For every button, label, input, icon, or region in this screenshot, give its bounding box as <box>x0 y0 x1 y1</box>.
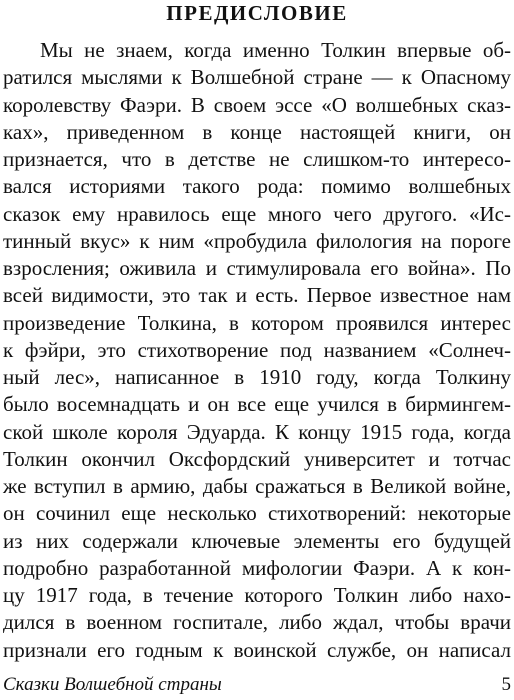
running-footer-title: Сказки Волшебной страны <box>3 674 222 695</box>
text-line: вался историями такого рода: помимо волшебных <box>3 174 511 199</box>
text-line: всей видимости, это так и есть. Первое известное нам <box>3 283 511 308</box>
text-line: Толкин окончил Оксфордский университет и тотчас <box>3 446 511 471</box>
text-line: королевству Фаэри. В своем эссе «О волшебных сказ- <box>3 92 511 117</box>
text-line: сказок ему нравилось еще много чего другого. «Ис- <box>3 201 511 226</box>
body-text <box>3 37 511 664</box>
page-number: 5 <box>501 674 511 695</box>
text-line: подробно разработанной мифологии Фаэри. А к кон- <box>3 555 511 580</box>
text-line: ках», приведенном в конце настоящей книги, он <box>3 119 511 144</box>
text-line: тинный вкус» к ним «пробудила филология на пороге <box>3 228 511 253</box>
text-line: дился в военном госпитале, либо ждал, чтобы врачи <box>3 610 511 635</box>
text-line: ской школе короля Эдуарда. К концу 1915 года, когда <box>3 419 511 444</box>
text-line: цу 1917 года, в течение которого Толкин либо нахо- <box>3 583 511 607</box>
text-line: из них содержали ключевые элементы его будущей <box>3 528 511 553</box>
text-line: ратился мыслями к Волшебной стране — к Опасному <box>3 65 511 90</box>
text-line: он сочинил еще несколько стихотворений: некоторые <box>3 501 511 526</box>
text-line: взросления; оживила и стимулировала его война». По <box>3 256 511 280</box>
text-line: признали его годным к воинской службе, он написал <box>3 637 511 662</box>
chapter-heading: ПРЕДИСЛОВИЕ <box>166 1 348 25</box>
text-line: же вступил в армию, дабы сражаться в Великой войне, <box>3 474 511 498</box>
text-line: было восемнадцать и он все еще учился в бирмингем- <box>3 392 511 417</box>
text-line: произведение Толкина, в котором проявился интерес <box>3 310 511 335</box>
page-footer <box>3 672 511 698</box>
text-line: ный лес», написанное в 1910 году, когда Толкину <box>3 365 511 389</box>
text-line: признается, что в детстве не слишком-то интересо- <box>3 147 511 171</box>
text-line: к фэйри, это стихотворение под названием «Солнеч- <box>3 337 511 362</box>
text-line: Мы не знаем, когда именно Толкин впервые об- <box>40 38 511 62</box>
